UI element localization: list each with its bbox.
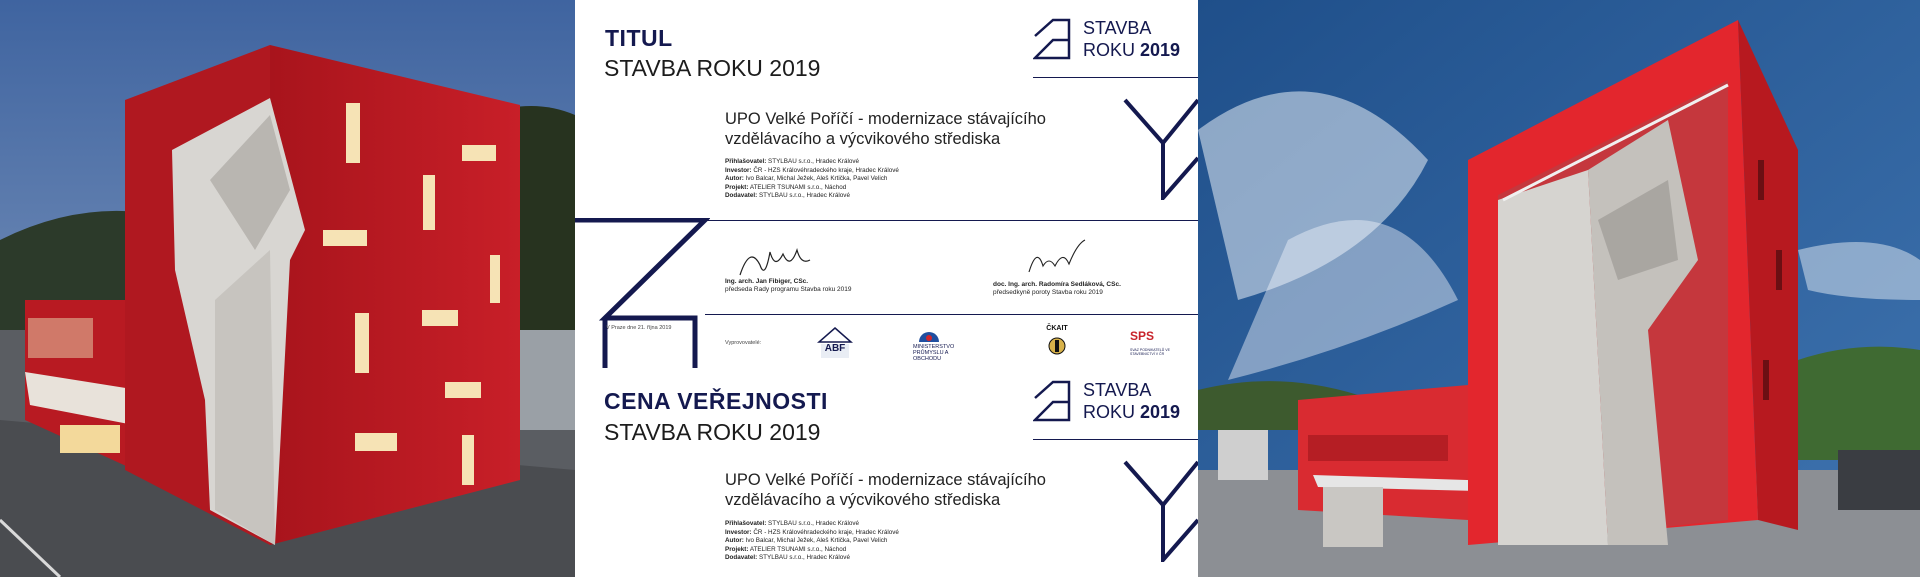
award-label-public: CENA VEŘEJNOSTI <box>604 388 828 414</box>
stavba-roku-logo <box>1033 378 1193 428</box>
sponsor-abf: ABF <box>817 326 853 360</box>
award-name-title: STAVBA ROKU 2019 <box>604 55 821 81</box>
project-name <box>725 470 1115 510</box>
signatory-right: doc. Ing. arch. Radomíra Sedláková, CSc. předsedkyně poroty Stavba roku 2019 <box>993 281 1121 296</box>
logo-text-roku: ROKU 2019 <box>1083 402 1181 422</box>
project-details <box>725 520 1025 563</box>
logo-text-stavba: STAVBA <box>1083 380 1152 400</box>
sponsor-sps: SPS SVAZ PODNIKATELŮ VE STAVEBNICTVÍ V ČR <box>1130 329 1170 356</box>
award-name-public: STAVBA ROKU 2019 <box>604 419 821 445</box>
project-name-line2: vzdělávacího a výcvikového střediska <box>725 130 1001 148</box>
divider-line <box>705 314 1198 315</box>
project-name-line1: UPO Velké Poříčí - modernizace stávajícího <box>725 110 1046 128</box>
divider-line <box>1033 439 1198 440</box>
detail-row: Dodavatel: STYLBAU s.r.o., Hradec Králové <box>725 192 850 199</box>
building-photo-daytime <box>1198 0 1920 577</box>
detail-row: Přihlašovatel: STYLBAU s.r.o., Hradec Králové <box>725 520 860 527</box>
detail-row: Autor: Ivo Balcar, Michal Ježek, Aleš Krtička, Pavel Velich <box>725 537 888 544</box>
stavba-roku-logo <box>1033 16 1193 66</box>
divider-line <box>1033 77 1198 78</box>
place-date: V Praze dne 21. října 2019 <box>606 325 672 331</box>
signatory-left: Ing. arch. Jan Fibiger, CSc. předseda Rady programu Stavba roku 2019 <box>725 278 852 293</box>
stavba-roku-logo-icon <box>1033 380 1073 422</box>
detail-row: Investor: ČR - HZS Královéhradeckého kraje, Hradec Králové <box>725 528 899 536</box>
organizers-label: Vyprovovatelé: <box>725 340 762 346</box>
divider-line <box>705 220 1198 221</box>
logo-text-stavba: STAVBA <box>1083 18 1152 38</box>
project-name <box>725 109 1115 149</box>
decorative-corner-mark <box>1123 460 1198 562</box>
detail-row: Projekt: ATELIER TSUNAMI s.r.o., Náchod <box>725 183 847 191</box>
logo-text-roku: ROKU 2019 <box>1083 40 1181 60</box>
ministry-logo-icon <box>917 330 941 342</box>
detail-row: Autor: Ivo Balcar, Michal Ježek, Aleš Krtička, Pavel Velich <box>725 175 888 182</box>
building-photo-daytime-image <box>1198 0 1920 577</box>
ckait-logo-icon <box>1048 335 1066 357</box>
sponsor-ckait: ČKAIT <box>1040 326 1074 360</box>
detail-row: Přihlašovatel: STYLBAU s.r.o., Hradec Králové <box>725 158 860 165</box>
detail-row: Dodavatel: STYLBAU s.r.o., Hradec Králové <box>725 554 850 561</box>
project-name-line2: vzdělávacího a výcvikového střediska <box>725 491 1001 509</box>
project-name-line1: UPO Velké Poříčí - modernizace stávajícího <box>725 471 1046 489</box>
signature-left <box>735 240 815 282</box>
decorative-corner-mark <box>1123 98 1198 200</box>
stavba-roku-logo-icon <box>1033 18 1073 60</box>
detail-row: Projekt: ATELIER TSUNAMI s.r.o., Náchod <box>725 545 847 553</box>
signature-right <box>1025 236 1095 280</box>
sponsor-ministry: MINISTERSTVO PRŮMYSLU A OBCHODU <box>913 330 983 360</box>
building-photo-evening-image <box>0 0 575 577</box>
award-certificates <box>575 0 1198 577</box>
building-photo-evening <box>0 0 575 577</box>
award-label-title: TITUL <box>605 25 673 51</box>
decorative-large-mark <box>575 218 710 368</box>
project-details <box>725 158 1025 201</box>
detail-row: Investor: ČR - HZS Královéhradeckého kraje, Hradec Králové <box>725 166 899 174</box>
